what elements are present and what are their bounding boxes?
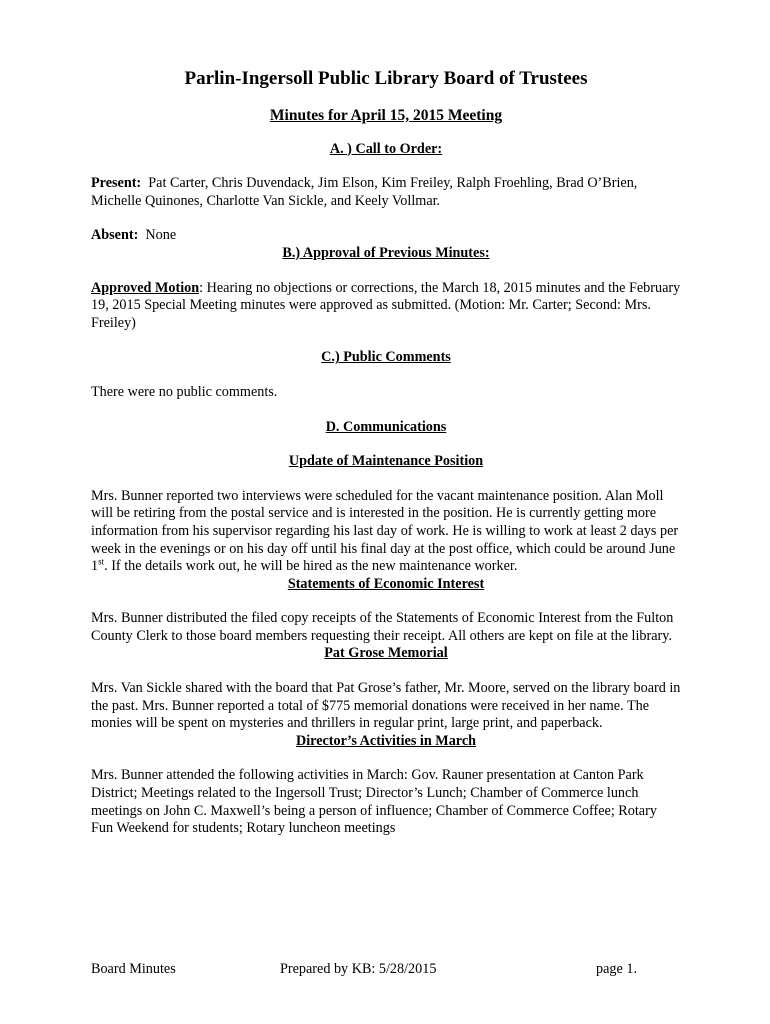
footer-center: Prepared by KB: 5/28/2015 <box>280 961 437 977</box>
meeting-subtitle: Minutes for April 15, 2015 Meeting <box>269 107 503 124</box>
memorial-text: Mrs. Van Sickle shared with the board that Pat Grose’s father, Mr. Moore, served on the library board in the past. Mrs. Bunner reported a total of $775 memorial donations were received in her name. The monies will be spent on mysteries and thrillers in regular print, large print, and paperback. <box>91 680 681 732</box>
approval-heading: B.) Approval of Previous Minutes: <box>282 244 490 261</box>
footer-left: Board Minutes <box>91 961 176 977</box>
memorial-heading: Pat Grose Memorial <box>324 645 448 662</box>
approved-motion-text: : Hearing no objections or corrections, the March 18, 2015 minutes and the February 19, 2015 Special Meeting minutes were approved as submitted. (Motion: Mr. Carter; Second: Mrs. Freiley) <box>91 279 681 331</box>
communications-heading: D. Communications <box>325 418 447 435</box>
maintenance-text-end: . If the details work out, he will be hired as the new maintenance worker. <box>104 558 518 575</box>
director-activities-text: Mrs. Bunner attended the following activities in March: Gov. Rauner presentation at Canton Park District; Meetings related to the Ingersoll Trust; Director’s Lunch; Chamber of Commerce lunch meetings on John C. Maxwell’s being a person of influence; Chamber of Commerce Coffee; Rotary Fun Weekend for students; Rotary luncheon meetings <box>91 767 657 837</box>
present-text: Pat Carter, Chris Duvendack, Jim Elson, Kim Freiley, Ralph Froehling, Brad O’Brien, Michelle Quinones, Charlotte Van Sickle, and Keely Vollmar. <box>91 175 638 209</box>
absent-text: None <box>145 227 177 244</box>
absent-label: Absent: <box>91 227 139 244</box>
maintenance-heading: Update of Maintenance Position <box>288 453 484 470</box>
maintenance-paragraph <box>91 488 681 576</box>
maintenance-text: Mrs. Bunner reported two interviews were scheduled for the vacant maintenance position. Alan Moll will be retiring from the postal service and is interested in the position. He is currently getting more information from his supervisor regarding his last day of work. He is willing to work at least 2 days per week in the evenings or on his day off until his final day at the post office, which could be around June 1 <box>91 487 679 575</box>
economic-interest-text: Mrs. Bunner distributed the filed copy receipts of the Statements of Economic Interest from the Fulton County Clerk to those board members requesting their receipt. All others are kept on file at the library. <box>91 610 674 644</box>
director-activities-heading: Director’s Activities in March <box>295 732 477 749</box>
call-to-order-heading: A. ) Call to Order: <box>329 140 443 157</box>
approved-motion-label: Approved Motion <box>91 279 200 296</box>
public-comments-heading: C.) Public Comments <box>321 349 451 366</box>
economic-interest-heading: Statements of Economic Interest <box>287 575 485 592</box>
document-title: Parlin-Ingersoll Public Library Board of Trustees <box>184 68 588 89</box>
present-paragraph <box>91 175 681 210</box>
present-label: Present: <box>91 175 142 192</box>
document-page <box>91 60 681 838</box>
footer-page-number: page 1. <box>596 961 637 977</box>
absent-paragraph <box>91 227 681 245</box>
public-comments-text: There were no public comments. <box>91 383 278 400</box>
ordinal-suffix: st <box>98 556 105 567</box>
approval-paragraph <box>91 280 681 333</box>
